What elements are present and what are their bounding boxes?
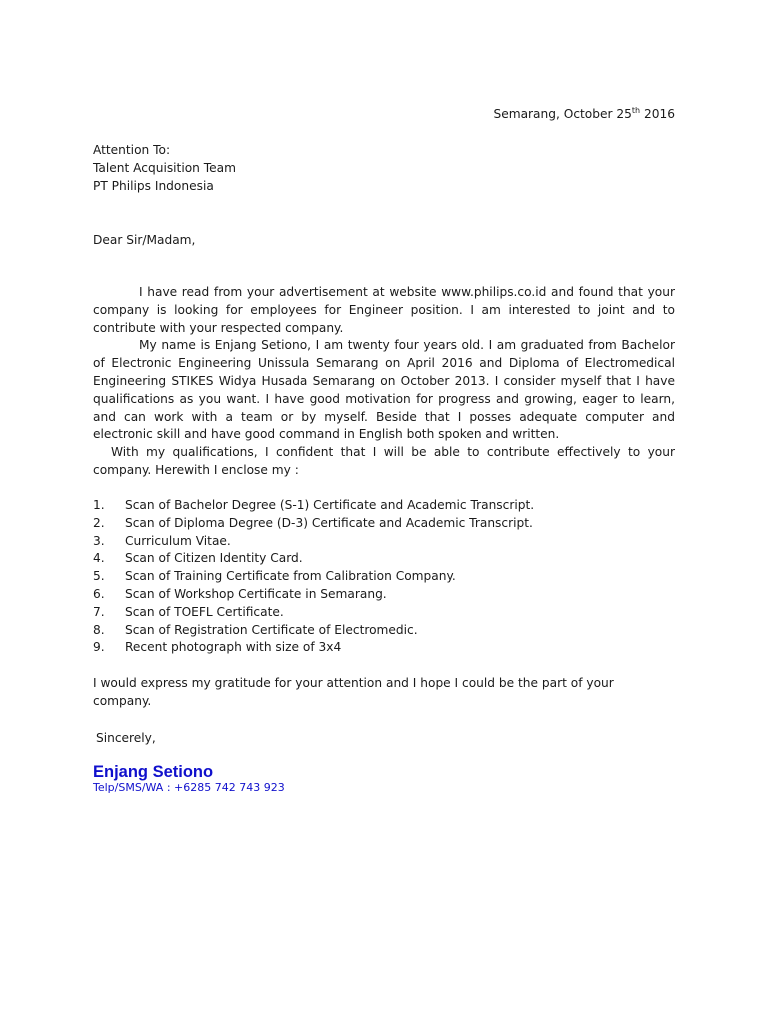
recipient-team: Talent Acquisition Team — [93, 161, 236, 175]
sign-off: Sincerely, — [96, 731, 156, 745]
letter-body — [93, 284, 675, 480]
date-prefix: Semarang, October 25 — [493, 107, 632, 121]
list-item — [93, 604, 534, 622]
list-number: 8. — [93, 622, 105, 637]
paragraph-enclosure: With my qualifications, I confident that I will be able to contribute effectively to your company. Herewith I enclose my : — [93, 445, 675, 477]
list-item — [93, 550, 534, 568]
list-number: 9. — [93, 640, 105, 655]
list-text: Curriculum Vitae. — [125, 533, 231, 548]
list-text: Scan of Workshop Certificate in Semarang. — [125, 586, 387, 601]
list-text: Scan of Registration Certificate of Electromedic. — [125, 622, 418, 637]
paragraph-intro: I have read from your advertisement at website www.philips.co.id and found that your company is looking for employees for Engineer position. I am interested to joint and to contribute with your respected company. — [93, 285, 675, 335]
list-item — [93, 515, 534, 533]
date-ordinal-suffix: th — [631, 106, 641, 115]
list-number: 2. — [93, 515, 105, 530]
list-number: 4. — [93, 551, 105, 566]
list-number: 6. — [93, 586, 105, 601]
paragraph-background: My name is Enjang Setiono, I am twenty four years old. I am graduated from Bachelor of Electronic Engineering Unissula Semarang on April 2016 and Diploma of Electromedical Engineering STIKES Widya Husada Semarang on October 2013. I consider myself that I have qualifications as you want. I have good motivation for progress and growing, eager to learn, and can work with a team or by myself. Beside that I posses adequate computer and electronic skill and have good command in English both spoken and written. — [93, 338, 675, 442]
salutation: Dear Sir/Madam, — [93, 233, 196, 247]
list-text: Scan of Diploma Degree (D-3) Certificate and Academic Transcript. — [125, 515, 533, 530]
closing-paragraph: I would express my gratitude for your attention and I hope I could be the part of your company. — [93, 676, 614, 708]
list-text: Scan of TOEFL Certificate. — [125, 604, 284, 619]
list-item — [93, 533, 534, 551]
attention-line: Attention To: — [93, 143, 171, 157]
signature-contact: Telp/SMS/WA : +6285 742 743 923 — [93, 781, 285, 794]
list-number: 1. — [93, 498, 105, 512]
letter-date — [493, 105, 675, 123]
list-number: 7. — [93, 604, 105, 619]
list-number: 3. — [93, 533, 105, 548]
attachment-list — [93, 497, 534, 657]
signature-name: Enjang Setiono — [93, 763, 214, 781]
list-item — [93, 497, 534, 515]
list-item — [93, 639, 534, 657]
list-number: 5. — [93, 569, 105, 584]
recipient-address — [93, 141, 236, 195]
list-item — [93, 568, 534, 586]
list-item — [93, 586, 534, 604]
list-text: Recent photograph with size of 3x4 — [125, 640, 342, 655]
list-item — [93, 622, 534, 640]
list-text: Scan of Bachelor Degree (S-1) Certificate and Academic Transcript. — [125, 498, 535, 512]
recipient-company: PT Philips Indonesia — [93, 179, 214, 193]
list-text: Scan of Citizen Identity Card. — [125, 551, 303, 566]
list-text: Scan of Training Certificate from Calibration Company. — [125, 569, 456, 584]
date-year: 2016 — [640, 107, 675, 121]
